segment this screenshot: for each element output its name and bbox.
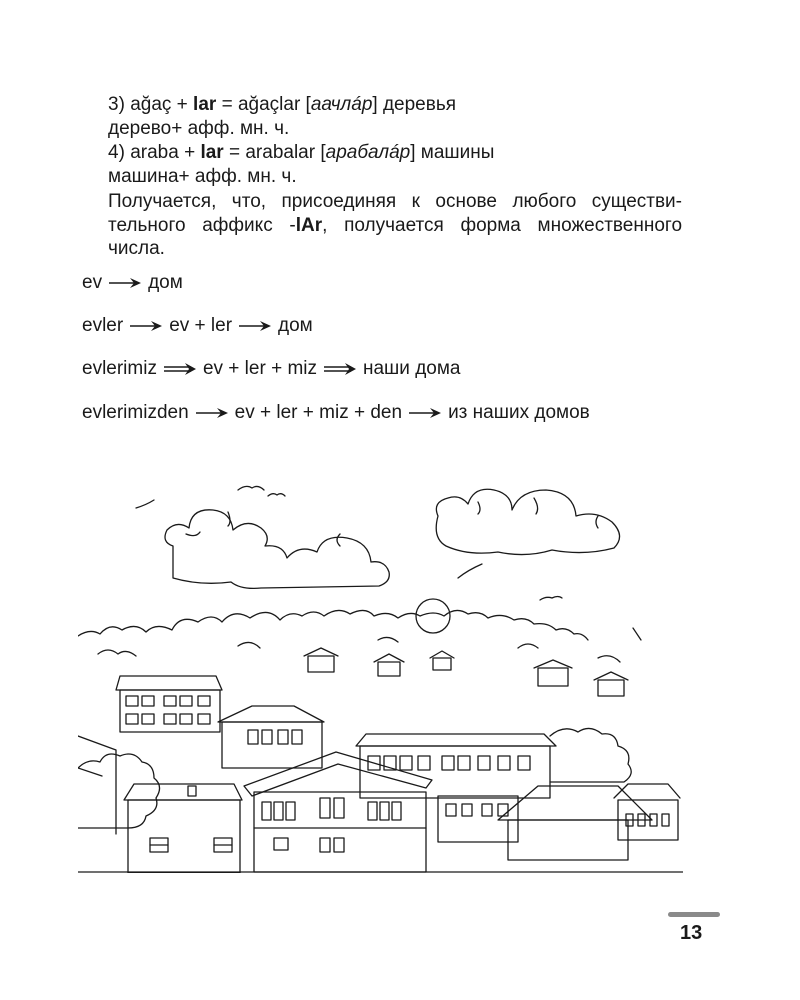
explanation-line-2: тельного аффикс -lAr, получается форма множественного bbox=[108, 214, 683, 236]
page-number: 13 bbox=[680, 922, 703, 944]
explanation-paragraph bbox=[108, 190, 682, 261]
arrow-icon bbox=[129, 319, 163, 333]
town-illustration bbox=[78, 468, 683, 873]
chain-ev bbox=[82, 272, 183, 294]
cloud-left bbox=[165, 510, 389, 589]
distant-houses bbox=[304, 648, 628, 696]
building-middle-left bbox=[218, 706, 324, 768]
chain-evler bbox=[82, 315, 313, 337]
arrow-icon bbox=[195, 406, 229, 420]
affix-lar: lAr bbox=[295, 214, 323, 236]
cloud-right bbox=[436, 489, 619, 554]
translation: деревья bbox=[382, 94, 457, 115]
chain-term: наши дома bbox=[363, 358, 461, 379]
arrow-icon bbox=[163, 362, 197, 376]
translation: машины bbox=[420, 142, 495, 163]
plural-suffix: lar bbox=[193, 94, 217, 115]
chain-term: ev bbox=[82, 272, 103, 293]
bird-icon bbox=[136, 500, 154, 508]
explanation-line-3: числа. bbox=[108, 238, 165, 259]
transliteration: арабалáр bbox=[325, 142, 411, 163]
hill-treeline bbox=[78, 610, 588, 640]
arrow-icon bbox=[408, 406, 442, 420]
chain-evlerimizden bbox=[82, 402, 590, 424]
tree-right-mid bbox=[550, 728, 631, 782]
plural-form: ağaçlar bbox=[237, 94, 301, 115]
plural-form: arabalar bbox=[245, 142, 316, 163]
building-mid-right bbox=[438, 796, 518, 842]
house-front-right bbox=[498, 784, 680, 860]
bird-icon bbox=[268, 494, 285, 496]
chain-term: дом bbox=[278, 315, 313, 336]
example-3-line: 3) ağaç + lar = ağaçlar [аачлáр] деревья bbox=[108, 94, 457, 115]
building-upper-left bbox=[116, 676, 222, 732]
chain-term: ev + ler + miz bbox=[202, 358, 317, 379]
arrow-icon bbox=[238, 319, 272, 333]
page-number-bar bbox=[668, 912, 720, 917]
chain-term: из наших домов bbox=[448, 402, 590, 423]
bird-icon bbox=[458, 564, 482, 578]
chain-term: evlerimizden bbox=[82, 402, 189, 423]
tree-left bbox=[78, 754, 160, 828]
chain-term: evlerimiz bbox=[82, 358, 157, 379]
example-number: 4) bbox=[108, 142, 131, 163]
chain-term: дом bbox=[148, 272, 183, 293]
transliteration: аачлáр bbox=[310, 94, 373, 115]
example-4-gloss: машина+ афф. мн. ч. bbox=[108, 166, 297, 187]
chain-term: ev + ler + miz + den bbox=[234, 402, 403, 423]
chain-evlerimiz bbox=[82, 358, 460, 380]
turkish-word: araba bbox=[130, 142, 179, 163]
bird-icon bbox=[540, 597, 562, 601]
bird-icon bbox=[633, 628, 641, 640]
arrow-icon bbox=[108, 276, 142, 290]
building-far-left bbox=[78, 736, 116, 834]
explanation-line-1: Получается, что, присоединяя к основе любого существи- bbox=[108, 191, 682, 212]
bird-icon bbox=[238, 486, 264, 490]
example-3-gloss: дерево+ афф. мн. ч. bbox=[108, 118, 290, 139]
example-number: 3) bbox=[108, 94, 131, 115]
example-4-line: 4) araba + lar = arabalar [арабалáр] машины bbox=[108, 142, 495, 163]
chain-term: evler bbox=[82, 315, 124, 336]
house-front-left bbox=[124, 784, 242, 873]
arrow-icon bbox=[323, 362, 357, 376]
chain-term: ev + ler bbox=[169, 315, 233, 336]
plural-suffix: lar bbox=[200, 142, 224, 163]
turkish-word: ağaç bbox=[130, 94, 172, 115]
